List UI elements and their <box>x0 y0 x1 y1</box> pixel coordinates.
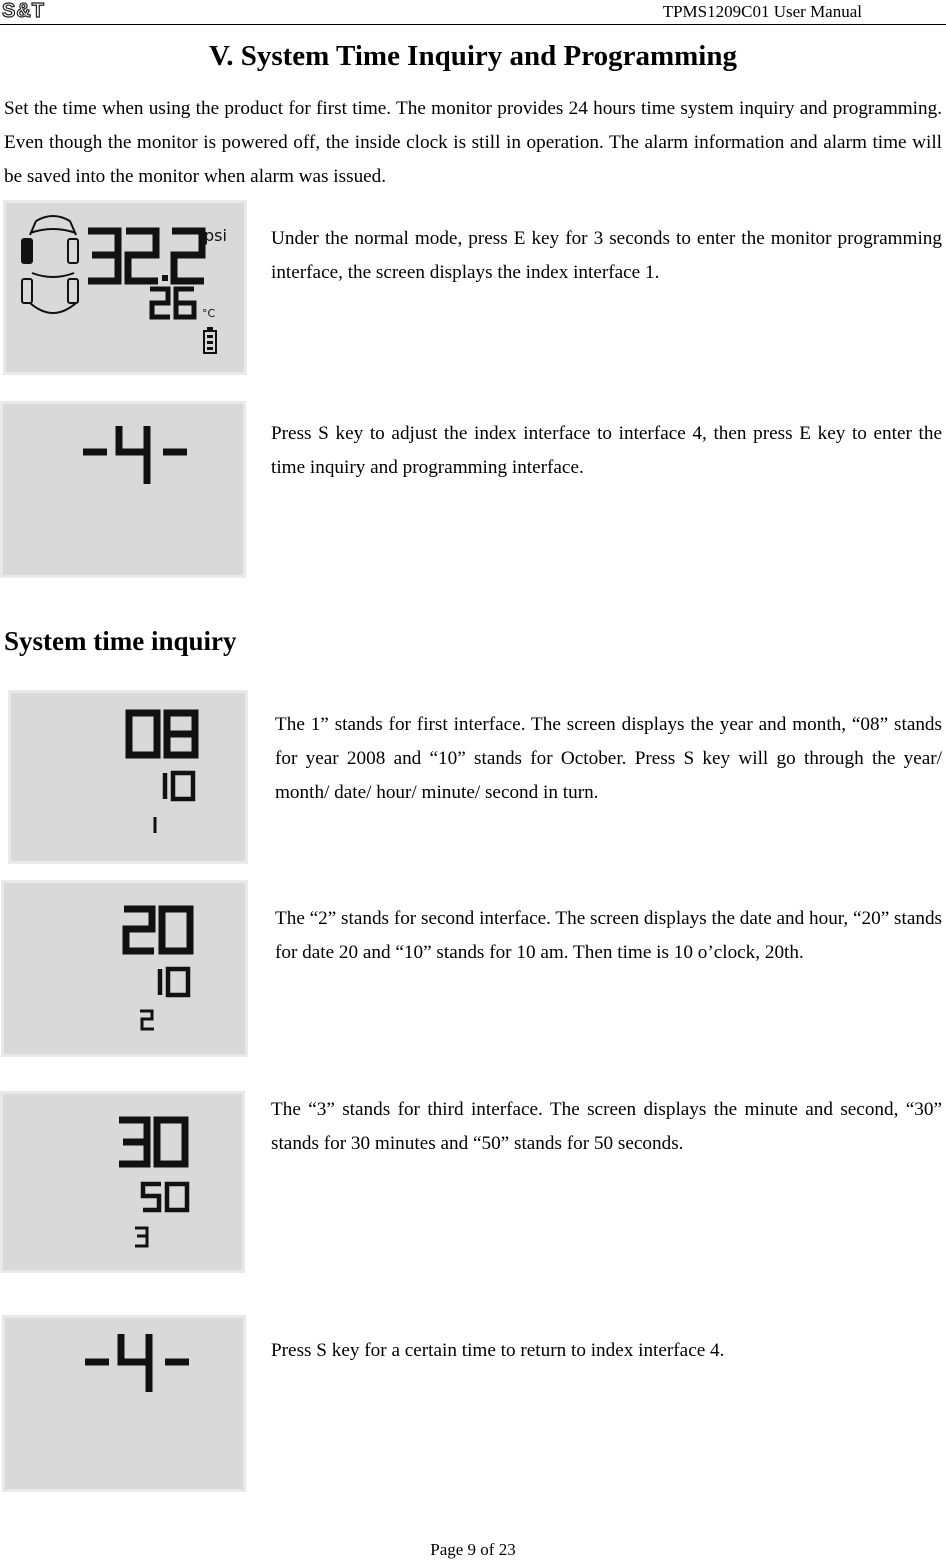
temperature-unit: °C <box>202 307 216 320</box>
pressure-unit: psi <box>204 226 227 245</box>
manual-title: TPMS1209C01 User Manual <box>662 2 862 21</box>
lcd-index-4-image <box>0 401 246 578</box>
pressure-digits <box>88 231 204 281</box>
subheading: System time inquiry <box>4 626 237 656</box>
inquiry-4-text: Press S key for a certain time to return to index interface 4. <box>271 1340 725 1361</box>
step-1-text: Under the normal mode, press E key for 3 seconds to enter the monitor programming interface, the screen displays the index interface 1. <box>271 228 942 283</box>
intro-paragraph: Set the time when using the product for first time. The monitor provides 24 hours time system inquiry and programming. Even though the monitor is powered off, the inside clock is still in operation. The alarm information and alarm time will be saved into the monitor when alarm was issued. <box>4 98 942 187</box>
inquiry-2-text: The “2” stands for second interface. The screen displays the date and hour, “20” stands for date 20 and “10” stands for 10 am. Then time is 10 o’clock, 20th. <box>275 908 942 963</box>
inquiry-1-text: The 1” stands for first interface. The screen displays the year and month, “08” stands for year 2008 and “10” stands for October. Press S key will go through the year/ month/ date/ hour/ minute/ second in turn. <box>275 714 942 803</box>
step-2-text: Press S key to adjust the index interface to interface 4, then press E key to enter the time inquiry and programming interface. <box>271 423 942 478</box>
lcd-interface-3-image <box>0 1091 245 1273</box>
inquiry-3-text: The “3” stands for third interface. The screen displays the minute and second, “30” stands for 30 minutes and “50” stands for 50 seconds. <box>271 1099 942 1154</box>
lcd-interface-2-image <box>1 880 248 1057</box>
section-title: V. System Time Inquiry and Programming <box>209 40 737 72</box>
header-divider <box>0 24 946 25</box>
lcd-return-index-4-image <box>2 1315 246 1492</box>
temperature-digits <box>150 289 194 317</box>
page-footer: Page 9 of 23 <box>430 1540 516 1559</box>
company-logo: S&T <box>2 0 45 22</box>
car-icon <box>22 216 78 313</box>
lcd-interface-1-image <box>8 690 248 864</box>
battery-icon <box>204 327 216 353</box>
lcd-normal-mode-image <box>3 200 247 375</box>
